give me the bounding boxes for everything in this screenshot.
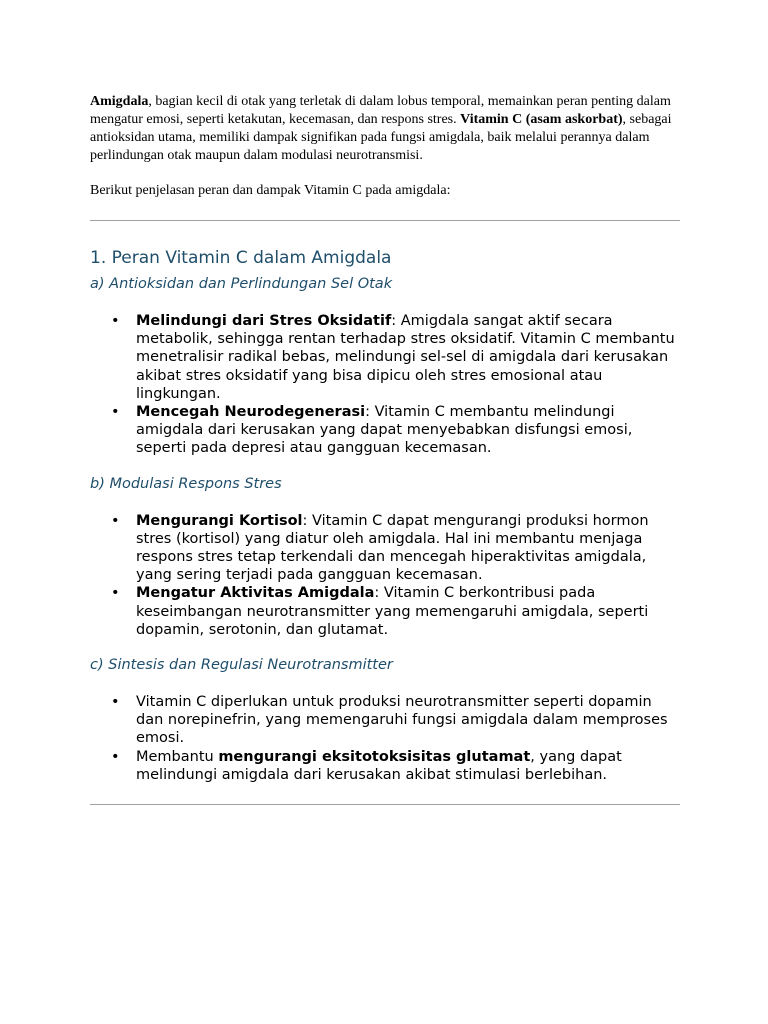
list-item-bold: Melindungi dari Stres Oksidatif — [136, 313, 392, 329]
list-item — [90, 512, 680, 585]
intro-text-2: , sebagai antioksidan utama, memiliki dampak signifikan pada fungsi amigdala, baik melalui perannya dalam perlindungan otak maupun dalam modulasi neurotransmisi. — [90, 112, 672, 163]
intro-vitamin-c-bold: Vitamin C (asam askorbat) — [460, 112, 623, 127]
subsection-c-list — [90, 693, 680, 784]
subsection-a-list — [90, 312, 680, 458]
list-item-text: : Vitamin C membantu melindungi amigdala dari kerusakan yang dapat menyebabkan disfungsi emosi, seperti pada depresi atau gangguan kecemasan. — [136, 404, 633, 457]
list-item-text: , yang dapat melindungi amigdala dari kerusakan akibat stimulasi berlebihan. — [136, 748, 622, 783]
list-item-text: Vitamin C diperlukan untuk produksi neurotransmitter seperti dopamin dan norepinefrin, yang memengaruhi fungsi amigdala dalam memproses emosi. — [136, 694, 668, 747]
subsection-b-heading: b) Modulasi Respons Stres — [90, 475, 282, 492]
intro-amigdala-bold: Amigdala — [90, 94, 149, 109]
list-item — [90, 748, 680, 784]
intro-lead-paragraph: Berikut penjelasan peran dan dampak Vitamin C pada amigdala: — [90, 183, 451, 198]
section-1-heading: 1. Peran Vitamin C dalam Amigdala — [90, 248, 392, 268]
bullet-icon: • — [111, 512, 120, 529]
list-item — [90, 584, 680, 639]
subsection-c-heading: c) Sintesis dan Regulasi Neurotransmitter — [90, 657, 393, 674]
list-item — [90, 693, 680, 748]
document-page — [90, 93, 680, 805]
list-item-bold: Mencegah Neurodegenerasi — [136, 404, 366, 421]
section-divider-bottom — [90, 804, 680, 805]
subsection-b-list — [90, 512, 680, 639]
list-item-text: : Amigdala sangat aktif secara metabolik, sehingga rentan terhadap stres oksidatif. Vitamin C membantu menetralisir radikal bebas, melindungi sel-sel di amigdala dari kerusakan akibat stres oksidatif yang bisa dipicu oleh stres emosional atau lingkungan. — [136, 313, 675, 402]
list-item — [90, 403, 680, 458]
bullet-icon: • — [111, 748, 120, 765]
list-item-bold: mengurangi eksitotoksisitas glutamat — [218, 748, 531, 765]
list-item-text: : Vitamin C berkontribusi pada keseimbangan neurotransmitter yang memengaruhi amigdala, seperti dopamin, serotonin, dan glutamat. — [136, 585, 649, 638]
bullet-icon: • — [111, 313, 120, 329]
subsection-a-heading: a) Antioksidan dan Perlindungan Sel Otak — [90, 276, 393, 292]
intro-paragraph — [90, 93, 680, 165]
bullet-icon: • — [111, 694, 120, 711]
section-divider-top — [90, 220, 680, 221]
bullet-icon: • — [111, 585, 120, 602]
intro-text-1: , bagian kecil di otak yang terletak di dalam lobus temporal, memainkan peran penting dalam mengatur emosi, seperti ketakutan, kecemasan, dan respons stres. — [90, 94, 671, 127]
bullet-icon: • — [111, 404, 120, 421]
list-item-text: : Vitamin C dapat mengurangi produksi hormon stres (kortisol) yang diatur oleh amigdala. Hal ini membantu menjaga respons stres tetap terkendali dan mencegah hiperaktivitas amigdala, yang sering terjadi pada gangguan kecemasan. — [136, 512, 649, 584]
list-item — [90, 312, 680, 403]
list-item-text: Membantu — [136, 748, 219, 765]
list-item-bold: Mengatur Aktivitas Amigdala — [136, 585, 375, 602]
list-item-bold: Mengurangi Kortisol — [136, 512, 303, 529]
